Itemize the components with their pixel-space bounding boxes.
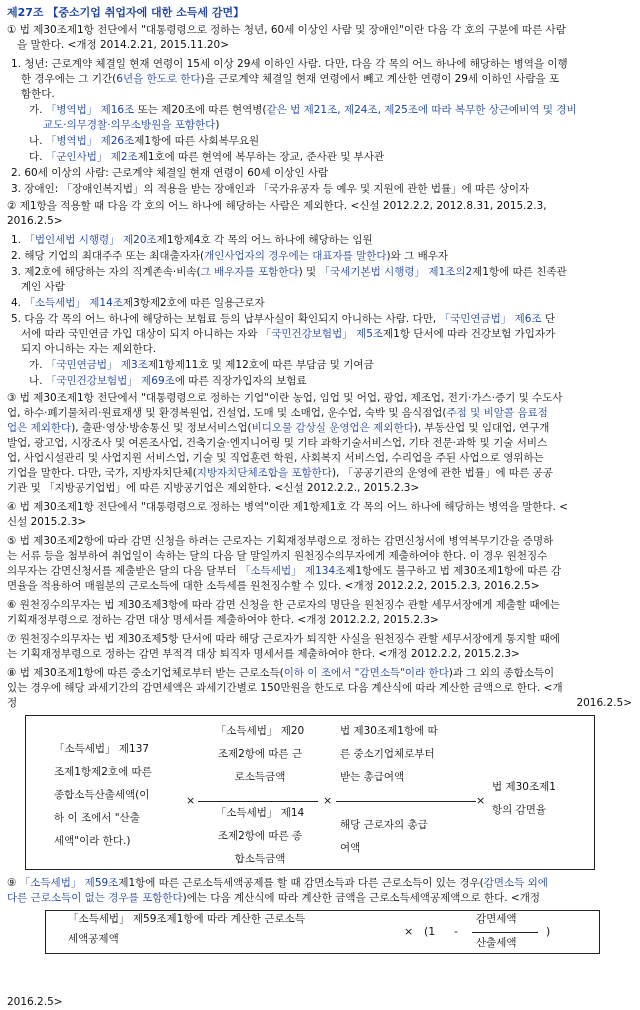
text-span: ⑨	[7, 877, 20, 889]
list-item	[7, 312, 632, 357]
formula-term-d	[492, 776, 588, 822]
times-sign: ×	[404, 925, 414, 938]
text-line: 정	[7, 697, 18, 709]
text-span: )	[215, 119, 220, 131]
text-span: )과 그 외의 종합소득이	[448, 667, 555, 679]
text-span: 나.	[29, 375, 46, 387]
text-span: 4.	[11, 297, 25, 309]
law-link[interactable]: 「군인사법」 제2조	[45, 151, 138, 163]
text-line	[29, 374, 632, 389]
text-line	[11, 249, 632, 264]
text-line: 기관 및 「지방공기업법」에 따른 지방공기업은 제외한다. <신설 2012.2.2., 2015.2.3>	[7, 482, 420, 494]
inline-note: 이하 이 조에서 "감면소득"이라 한다	[283, 667, 449, 679]
formula-line: 「소득세법」 제14	[215, 807, 305, 819]
sub-item	[7, 374, 632, 389]
text-span: 3. 제2호에 해당하는 자의 직계존속·비속(	[11, 266, 201, 278]
text-span: 5. 다음 각 목의 어느 하나에 해당하는 보험료 등의 납부사실이 확인되지 아니하는 사람. 다만,	[11, 313, 440, 325]
sub-item	[7, 103, 632, 133]
formula-line: 세액공제액	[68, 933, 119, 945]
article-title: 제27조 【중소기업 취업자에 대한 소득세 감면】	[7, 6, 245, 19]
paragraph-7	[7, 632, 632, 662]
paragraph-6	[7, 598, 632, 628]
fraction-bar	[336, 801, 476, 802]
text-span: 한 경우에는 그 기간(	[21, 73, 117, 85]
formula-line: 「소득세법」 제59조제1항에 따라 계산한 근로소득	[68, 913, 305, 925]
formula2-close: )	[546, 925, 551, 938]
paragraph-1	[7, 23, 632, 53]
text-span: 기업을 말한다. 다만, 국가, 지방자치단체(	[7, 467, 197, 479]
amendment-date: 2016.2.5>	[7, 996, 63, 1008]
formula2-numerator: 감면세액	[476, 913, 517, 925]
text-span: 나.	[29, 135, 46, 147]
text-line: 을 말한다. <개정 2014.2.21, 2015.11.20>	[17, 39, 230, 51]
minus-sign: -	[454, 925, 458, 938]
law-link[interactable]: 「병역법」 제16조	[45, 104, 135, 116]
formula-line: 로소득금액	[234, 771, 286, 783]
formula-line: 법 제30조제1항에 따	[340, 725, 438, 737]
text-span: 2. 해당 기업의 최대주주 또는 최대출자자(	[11, 250, 205, 262]
text-span: 단	[541, 313, 556, 325]
text-span: 에 따른 직장가입자의 보험료	[174, 375, 307, 387]
formula-line: 조제2항에 따른 종	[217, 830, 303, 842]
text-line	[11, 296, 632, 311]
inline-note: 그 배우자를 포함한다	[200, 266, 299, 278]
list-item	[7, 296, 632, 311]
formula-line: 받는 총급여액	[340, 771, 405, 783]
law-link[interactable]: 「국민연금법」 제6조	[439, 313, 542, 325]
text-span: ), 부동산업 및 임대업, 연구개	[413, 422, 550, 434]
inline-note: 교도·의무경찰·의무소방원을 포함한다	[43, 119, 216, 131]
text-span: 제1항에 따른 사회복무요원	[134, 135, 260, 147]
list-item	[7, 265, 632, 295]
text-span: )을 근로계약 체결일 현재 연령에서 빼고 계산한 연령이 29세 이하인 사람을 포	[200, 73, 560, 85]
text-line	[7, 406, 632, 421]
text-line	[29, 134, 632, 149]
formula-term-b-denominator	[204, 802, 316, 871]
text-line: ② 제1항을 적용할 때 다음 각 호의 어느 하나에 해당하는 사람은 제외한다. <신설 2012.2.2, 2012.8.31, 2015.2.3,	[7, 200, 547, 212]
inline-note: 비디오물 감상실 운영업은 제외한다	[251, 422, 414, 434]
formula-term-c-numerator	[340, 720, 470, 789]
formula-box-1	[25, 715, 595, 870]
list-item	[7, 166, 632, 181]
formula-line: 「소득세법」 제20	[215, 725, 305, 737]
text-line: 면율을 적용하여 매월분의 근로소득에 대한 소득세를 원천징수할 수 있다. <개정 2012.2.2, 2015.2.3, 2016.2.5>	[7, 580, 540, 592]
text-span: 제1항제4호 각 목의 어느 하나에 해당하는 임원	[156, 234, 373, 246]
text-line: 기획재정부령으로 정하는 감면 대상 명세서를 제출하여야 한다. <개정 2012.2.2, 2015.2.3>	[7, 614, 439, 626]
text-line: 2016.2.5>	[7, 215, 63, 227]
law-link[interactable]: 「국민연금법」 제3조	[45, 359, 148, 371]
text-span: 다.	[29, 151, 46, 163]
text-line: ⑦ 원천징수의무자는 법 제30조제5항 단서에 따라 해당 근로자가 퇴직한 사실을 원천징수 관할 세무서장에게 통지할 때에	[7, 633, 560, 645]
text-span: )와 그 배우자	[386, 250, 449, 262]
times-sign: ×	[476, 794, 486, 807]
text-line: 업, 사업시설관리 및 사업지원 서비스업, 기술 및 직업훈련 학원, 사회복지 서비스업, 수리업을 주된 사업으로 영위하는	[7, 452, 544, 464]
inline-note: 주점 및 비알콜 음료점	[446, 407, 548, 419]
text-span: 가.	[29, 359, 46, 371]
list-item	[7, 249, 632, 264]
formula-line: 조제2항에 따른 근	[217, 748, 303, 760]
inline-note: 6년을 한도로 한다	[116, 73, 201, 85]
text-line	[7, 666, 632, 681]
list-item	[7, 57, 632, 102]
text-span: 제1항제11호 및 제12호에 따른 부담금 및 기여금	[147, 359, 374, 371]
text-line	[11, 265, 632, 280]
formula-term-c-denominator	[340, 814, 470, 860]
text-line: 되지 아니하는 자는 제외한다.	[21, 343, 157, 355]
law-link[interactable]: 「국민건강보험법」 제5조	[260, 328, 384, 340]
text-line: ⑤ 법 제30조제2항에 따라 감면 신청을 하려는 근로자는 기획재정부령으로 정하는 감면신청서에 병역복무기간을 증명하	[7, 535, 554, 547]
sub-item	[7, 358, 632, 373]
text-line: 3. 장애인: 「장애인복지법」의 적용을 받는 장애인과 「국가유공자 등 예우 및 지원에 관한 법률」에 따른 상이자	[11, 183, 530, 195]
text-line	[7, 466, 632, 481]
text-span: 또는 제20조에 따른 현역병(	[134, 104, 267, 116]
formula-line: 합소득금액	[234, 853, 286, 865]
formula-line: 여액	[340, 842, 361, 854]
text-line	[7, 891, 632, 906]
text-line: 있는 경우에 해당 과세기간의 감면세액은 과세기간별로 150만원을 한도로 다음 계산식에 따라 계산한 금액으로 한다. <개	[7, 682, 563, 694]
text-line: ④ 법 제30조제1항 전단에서 "대통령령으로 정하는 병역"이란 제1항제1호 각 목의 어느 하나에 해당하는 병역을 말한다. <	[7, 501, 568, 513]
formula-line: 조제1항제2호에 따른	[54, 766, 152, 778]
text-span: 제1항에도 불구하고 법 제30조제1항에 따른 감	[345, 565, 562, 577]
law-link[interactable]: 「법인세법 시행령」 제20조	[24, 234, 157, 246]
formula-line: 세액"이라 한다.)	[54, 835, 131, 847]
inline-note: 업은 제외한다	[7, 422, 72, 434]
formula-line: 법 제30조제1	[492, 781, 556, 793]
text-span: ), 출판·영상·방송통신 및 정보서비스업(	[71, 422, 252, 434]
paragraph-2	[7, 199, 632, 229]
law-link[interactable]: 「병역법」 제26조	[45, 135, 135, 147]
text-line: ③ 법 제30조제1항 전단에서 "대통령령으로 정하는 기업"이란 농업, 임업 및 어업, 광업, 제조업, 전기·가스·증기 및 수도사	[7, 392, 563, 404]
text-line	[43, 118, 632, 133]
inline-note: 지방자치단체조합을 포함한다	[196, 467, 332, 479]
law-link[interactable]: 「국민건강보험법」 제69조	[45, 375, 175, 387]
law-link[interactable]: 「소득세법」 제134조	[240, 565, 346, 577]
text-span: 업, 하수·폐기물처리·원료재생 및 환경복원업, 건설업, 도매 및 소매업, 운수업, 숙박 및 음식점업(	[7, 407, 447, 419]
text-line: 함한다.	[21, 88, 55, 100]
text-line	[29, 150, 632, 165]
times-sign: ×	[323, 794, 333, 807]
text-line: ⑥ 원천징수의무자는 법 제30조제3항에 따라 감면 신청을 한 근로자의 명단을 원천징수 관할 세무서장에게 제출할 때에는	[7, 599, 560, 611]
times-sign: ×	[186, 794, 196, 807]
text-line	[29, 358, 632, 373]
paragraph-4	[7, 500, 632, 530]
text-line: 2. 60세 이상의 사람: 근로계약 체결일 현재 연령이 60세 이상인 사람	[11, 167, 329, 179]
text-line: 는 서류 등을 첨부하여 취업일이 속하는 달의 다음 달 말일까지 원천징수의무자에게 제출하여야 한다. 이 경우 원천징수	[7, 550, 548, 562]
list-item	[7, 182, 632, 197]
text-span: 제1항에 따른 친족관	[472, 266, 567, 278]
sub-item	[7, 150, 632, 165]
text-span: ⑧ 법 제30조제1항에 따른 중소기업체로부터 받는 근로소득(	[7, 667, 284, 679]
formula-line: 항의 감면율	[492, 804, 547, 816]
text-span: 1.	[11, 234, 25, 246]
list-item	[7, 233, 632, 248]
text-line: 계인 사람	[21, 281, 65, 293]
text-span: ) 및	[298, 266, 320, 278]
text-line	[11, 233, 632, 248]
formula2-term-a	[68, 909, 398, 949]
law-link[interactable]: 「소득세법」 제59조	[19, 877, 119, 889]
paragraph-3	[7, 391, 632, 496]
law-link[interactable]: 「국세기본법 시행령」 제1조의2	[319, 266, 473, 278]
text-line: ① 법 제30조제1항 전단에서 "대통령령으로 정하는 청년, 60세 이상인 사람 및 장애인"이란 다음 각 호의 구분에 따른 사람	[7, 24, 566, 36]
text-line	[7, 876, 632, 891]
text-line	[21, 72, 632, 87]
formula-line: 해당 근로자의 총급	[340, 819, 428, 831]
text-line: 1. 청년: 근로계약 체결일 현재 연령이 15세 이상 29세 이하인 사람. 다만, 다음 각 목의 어느 하나에 해당하는 병역을 이행	[11, 58, 568, 70]
text-line	[29, 103, 632, 118]
formula-line: 「소득세법」 제137	[54, 743, 150, 755]
formula-term-a	[54, 738, 180, 853]
sub-item	[7, 134, 632, 149]
formula-line: 하 이 조에서 "산출	[54, 812, 140, 824]
inline-note: 다른 근로소득이 없는 경우를 포함한다	[7, 892, 183, 904]
formula-term-b-numerator	[204, 720, 316, 789]
text-span: 제1호에 따른 현역에 복무하는 장교, 준사관 및 부사관	[137, 151, 385, 163]
inline-note: 개인사업자의 경우에는 대표자를 말한다	[204, 250, 387, 262]
text-line: 신설 2015.2.3>	[7, 516, 87, 528]
formula-line: 른 중소기업체로부터	[340, 748, 435, 760]
formula-box-2	[45, 910, 600, 954]
text-line: 2016.2.5>	[576, 697, 632, 709]
text-span: 제3항제2호에 따른 일용근로자	[122, 297, 265, 309]
inline-note: 같은 법 제21조, 제24조, 제25조에 따라 복무한 상근예비역 및 경비	[266, 104, 577, 116]
text-span: 서에 따라 국민연금 가입 대상이 되지 아니하는 자와	[21, 328, 261, 340]
text-span: )에는 다음 계산식에 따라 계산한 금액을 근로소득세액공제액으로 한다. <개정	[182, 892, 541, 904]
paragraph-9	[7, 876, 632, 906]
text-span: ), 「공공기관의 운영에 관한 법률」에 따른 공공	[331, 467, 553, 479]
text-span: 가.	[29, 104, 46, 116]
law-link[interactable]: 「소득세법」 제14조	[24, 297, 123, 309]
paragraph-5	[7, 534, 632, 594]
text-span: 제1항 단서에 따라 건강보험 가입자가	[383, 328, 556, 340]
formula-line: 종합소득산출세액(이	[54, 789, 150, 801]
text-line	[7, 564, 632, 579]
text-line	[11, 312, 632, 327]
formula2-open: (1	[424, 925, 436, 938]
formula2-denominator: 산출세액	[476, 937, 517, 949]
text-line	[7, 421, 632, 436]
text-line: 는 기획재정부령으로 정하는 감면 부적격 대상 퇴직자 명세서를 제출하여야 한다. <개정 2012.2.2, 2015.2.3>	[7, 648, 520, 660]
text-line: 발업, 광고업, 시장조사 및 여론조사업, 건축기술·엔지니어링 및 기타 과학기술서비스업, 기타 전문·과학 및 기술 서비스	[7, 437, 548, 449]
text-span: 제1항에 따른 근로소득세액공제를 할 때 감면소득과 다른 근로소득이 있는 경우(	[118, 877, 484, 889]
paragraph-8	[7, 666, 632, 711]
text-line	[21, 327, 632, 342]
inline-note: 감면소득 외에	[483, 877, 548, 889]
text-span: 의무자는 감면신청서를 제출받은 달의 다음 달부터	[7, 565, 241, 577]
